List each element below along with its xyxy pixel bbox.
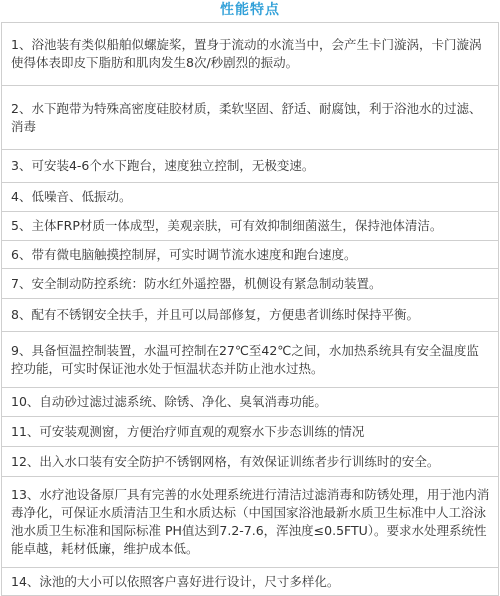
feature-text: 13、水疗池设备原厂具有完善的水处理系统进行清洁过滤消毒和防锈处理，用于池内消毒净化，可保证水质清洁卫生和水质达标（中国国家浴池最新水质卫生标准中人工浴泳池水质卫生标准和国际标准 PH值达到7.2-7.6，浑浊度≤0.5FTU）。要求水处理系统性能卓越，耗材低廉，维护成本低。 bbox=[11, 487, 490, 556]
feature-item-6 bbox=[2, 241, 498, 269]
feature-text: 10、自动砂过滤过滤系统、除锈、净化、臭氧消毒功能。 bbox=[11, 394, 327, 409]
feature-table bbox=[1, 22, 499, 596]
feature-item-4 bbox=[2, 183, 498, 212]
feature-item-10 bbox=[2, 388, 498, 417]
feature-text: 1、浴池装有类似船舶似螺旋桨，置身于流动的水流当中，会产生卡门漩涡，卡门漩涡使得体表即皮下脂肪和肌肉发生8次/秒剧烈的振动。 bbox=[11, 37, 482, 70]
feature-text: 2、水下跑带为特殊高密度硅胶材质，柔软坚固、舒适、耐腐蚀，利于浴池水的过滤、消毒 bbox=[11, 100, 482, 134]
feature-text: 6、带有微电脑触摸控制屏，可实时调节流水速度和跑台速度。 bbox=[11, 246, 357, 262]
feature-text: 8、配有不锈钢安全扶手，并且可以局部修复，方便患者训练时保持平衡。 bbox=[11, 307, 419, 322]
feature-item-12 bbox=[2, 447, 498, 477]
feature-item-7 bbox=[2, 269, 498, 299]
feature-item-13 bbox=[2, 477, 498, 568]
feature-item-2 bbox=[2, 86, 498, 150]
feature-text: 11、可安装观测窗，方便治疗师直观的观察水下步态训练的情况 bbox=[11, 423, 365, 439]
page-title: 性能特点 bbox=[220, 2, 280, 18]
feature-text: 14、泳池的大小可以依照客户喜好进行设计，尺寸多样化。 bbox=[11, 573, 340, 589]
feature-text: 3、可安装4-6个水下跑台，速度独立控制，无极变速。 bbox=[11, 158, 315, 173]
feature-text: 7、安全制动防控系统：防水红外遥控器，机侧设有紧急制动装置。 bbox=[11, 275, 382, 291]
feature-item-14 bbox=[2, 568, 498, 596]
feature-text: 5、主体FRP材质一体成型，美观亲肤，可有效抑制细菌滋生，保持池体清洁。 bbox=[11, 218, 443, 233]
feature-text: 9、具备恒温控制装置，水温可控制在27℃至42℃之间，水加热系统具有安全温度监控功能，可实时保证池水处于恒温状态并防止池水过热。 bbox=[11, 342, 479, 376]
feature-item-9 bbox=[2, 332, 498, 388]
feature-item-1 bbox=[2, 23, 498, 86]
feature-text: 12、出入水口装有安全防护不锈钢网格，有效保证训练者步行训练时的安全。 bbox=[11, 453, 440, 469]
feature-item-8 bbox=[2, 299, 498, 332]
feature-text: 4、低噪音、低振动。 bbox=[11, 189, 132, 204]
feature-item-5 bbox=[2, 212, 498, 241]
feature-item-11 bbox=[2, 417, 498, 447]
feature-item-3 bbox=[2, 150, 498, 183]
